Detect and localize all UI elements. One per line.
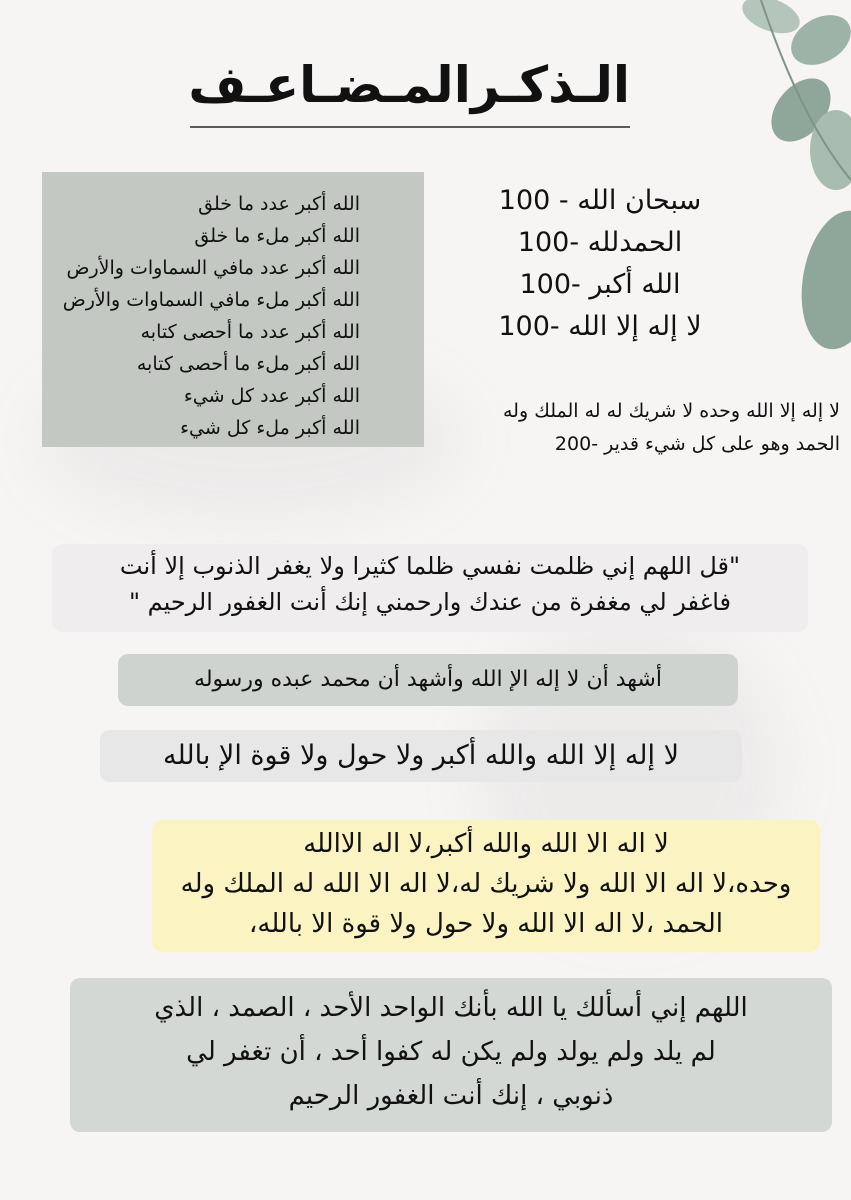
count-item: الله أكبر -100: [519, 269, 681, 300]
takbir-box: [42, 172, 424, 447]
tahlil-line: الحمد وهو على كل شيء قدير -200: [554, 433, 840, 455]
dua-line: اللهم إني أسألك يا الله بأنك الواحد الأحد ، الصمد ، الذي: [154, 993, 748, 1023]
tahlil-text: [420, 395, 840, 461]
count-item: لا إله إلا الله -100: [498, 311, 702, 342]
dua-line: لم يلد ولم يولد ولم يكن له كفوا أحد ، أن تغفر لي: [186, 1037, 716, 1067]
takbir-line: الله أكبر ملء ما خلق: [194, 225, 360, 247]
dhikr-line: وحده،لا اله الا الله ولا شريك له،لا اله الا الله له الملك وله: [180, 869, 792, 899]
shahada-pill: أشهد أن لا إله الإ الله وأشهد أن محمد عبده ورسوله: [118, 654, 738, 706]
dua-line: ذنوبي ، إنك أنت الغفور الرحيم: [288, 1081, 614, 1111]
count-item: الحمدلله -100: [517, 227, 683, 258]
count-item: سبحان الله - 100: [498, 185, 702, 216]
title-divider: [190, 126, 630, 128]
page-title: الـذكـرالمـضـاعـف: [188, 56, 630, 114]
dhikr-counts: [470, 180, 730, 348]
takbir-line: الله أكبر ملء ما أحصى كتابه: [136, 353, 360, 375]
takbir-line: الله أكبر عدد ما خلق: [198, 193, 360, 215]
tahlil-line: لا إله إلا الله وحده لا شريك له له الملك وله: [503, 400, 840, 422]
takbir-line: الله أكبر عدد مافي السماوات والأرض: [66, 257, 360, 279]
dua-line: "قل اللهم إني ظلمت نفسي ظلما كثيرا ولا يغفر الذنوب إلا أنت: [119, 552, 741, 580]
dua-istighfar: [52, 544, 808, 632]
dua-line: فاغفر لي مغفرة من عندك وارحمني إنك أنت الغفور الرحيم ": [128, 588, 732, 616]
dua-ismullah: [70, 978, 832, 1132]
takbir-line: الله أكبر عدد كل شيء: [183, 385, 360, 407]
yellow-dhikr-box: [152, 820, 820, 952]
takbir-line: الله أكبر ملء كل شيء: [180, 417, 360, 439]
takbir-line: الله أكبر ملء مافي السماوات والأرض: [62, 289, 360, 311]
takbir-line: الله أكبر عدد ما أحصى كتابه: [140, 321, 360, 343]
dhikr-line: لا اله الا الله والله أكبر،لا اله الاالله: [303, 829, 669, 859]
hawqala-pill: لا إله إلا الله والله أكبر ولا حول ولا قوة الإ بالله: [100, 730, 742, 782]
dhikr-line: الحمد ،لا اله الا الله ولا حول ولا قوة الا بالله،: [248, 909, 724, 939]
